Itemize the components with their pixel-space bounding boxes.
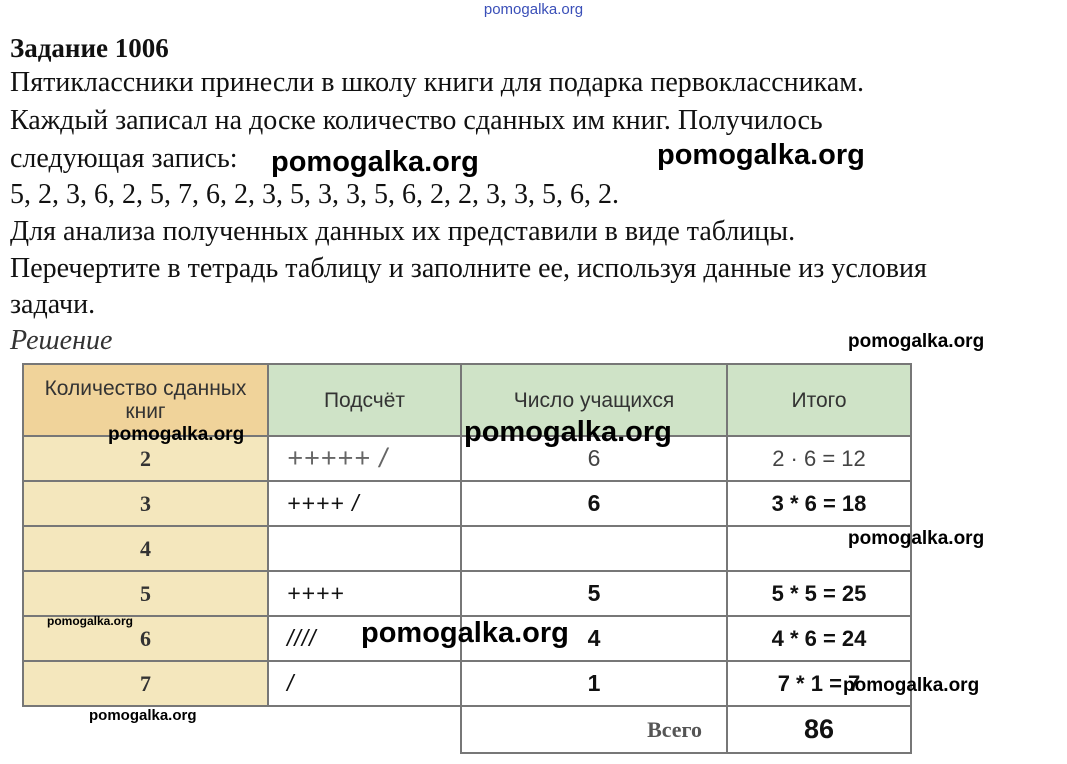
watermark: pomogalka.org — [89, 707, 197, 724]
total-cell: 4 * 6 = 24 — [727, 616, 911, 661]
task-line: Перечертите в тетрадь таблицу и заполните ее, используя данные из условия — [10, 253, 927, 284]
header-tally: Подсчёт — [268, 364, 461, 436]
watermark: pomogalka.org — [848, 331, 985, 352]
books-cell: 4 — [23, 526, 268, 571]
task-title: Задание 1006 — [10, 33, 169, 63]
students-cell — [461, 526, 727, 571]
tally-cell: //// — [268, 616, 461, 661]
students-cell: 6 — [461, 481, 727, 526]
table-row — [23, 481, 911, 526]
task-line: задачи. — [10, 289, 96, 320]
books-cell: 3 — [23, 481, 268, 526]
books-cell: 5 — [23, 571, 268, 616]
books-cell: 2 — [23, 436, 268, 481]
watermark: pomogalka.org — [361, 617, 569, 649]
tally-cell: ++++ / — [268, 481, 461, 526]
tally-cell: ++++ — [268, 571, 461, 616]
total-cell: 7 * 1 = 7 — [727, 661, 911, 706]
table-row — [23, 526, 911, 571]
task-line: Каждый записал на доске количество сданных им книг. Получилось — [10, 105, 823, 136]
total-cell: 3 * 6 = 18 — [727, 481, 911, 526]
watermark: pomogalka.org — [271, 146, 479, 178]
total-cell: 5 * 5 = 25 — [727, 571, 911, 616]
tally-cell — [268, 526, 461, 571]
tally-cell: +++++ / — [268, 436, 461, 481]
header-students: Число учащихся — [461, 364, 727, 436]
students-cell: 4 — [461, 616, 727, 661]
top-watermark: pomogalka.org — [483, 1, 584, 18]
watermark: pomogalka.org — [848, 528, 985, 549]
task-line: Пятиклассники принесли в школу книги для подарка первоклассникам. — [10, 67, 864, 98]
books-cell: 6 — [23, 616, 268, 661]
total-label: Всего — [461, 706, 727, 753]
table-row — [23, 571, 911, 616]
number-sequence: 5, 2, 3, 6, 2, 5, 7, 6, 2, 3, 5, 3, 3, 5, 6, 2, 2, 3, 3, 5, 6, 2. — [10, 179, 619, 210]
total-value: 86 — [727, 706, 911, 753]
students-cell: 5 — [461, 571, 727, 616]
tally-cell: / — [268, 661, 461, 706]
solution-label: Решение — [10, 325, 113, 356]
header-books: Количество сданных книг — [23, 364, 268, 436]
watermark: pomogalka.org — [657, 139, 865, 171]
students-cell: 6 — [461, 436, 727, 481]
total-cell: 2 · 6 = 12 — [727, 436, 911, 481]
task-line: следующая запись: — [10, 143, 238, 174]
table-row — [23, 661, 911, 706]
task-line: Для анализа полученных данных их представили в виде таблицы. — [10, 216, 796, 247]
header-total: Итого — [727, 364, 911, 436]
students-cell: 1 — [461, 661, 727, 706]
watermark: pomogalka.org — [108, 424, 245, 445]
watermark: pomogalka.org — [47, 614, 134, 628]
books-cell: 7 — [23, 661, 268, 706]
watermark: pomogalka.org — [464, 416, 672, 448]
watermark: pomogalka.org — [843, 675, 980, 696]
